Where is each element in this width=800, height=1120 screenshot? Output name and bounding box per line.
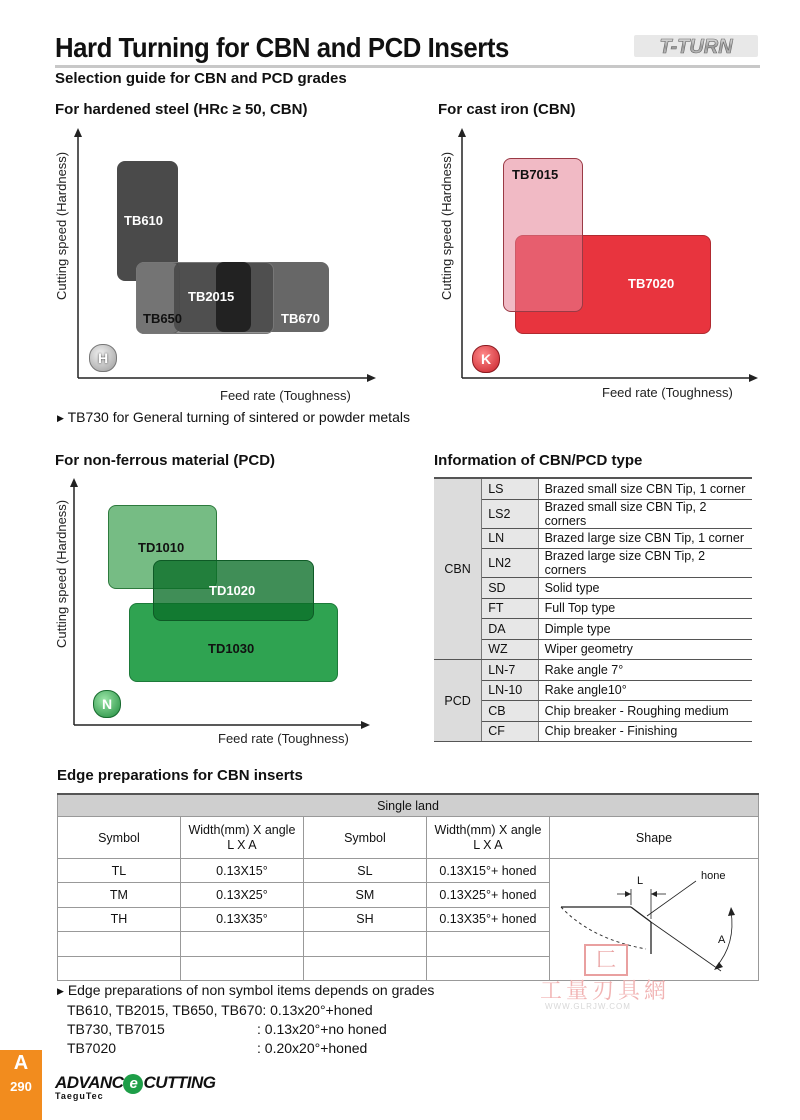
info-table [434,477,752,742]
svg-text:A: A [718,934,726,946]
edge-note-line [57,1001,434,1020]
non-ferrous-y-axis-label: Cutting speed (Hardness) [54,499,69,648]
type-desc: Wiper geometry [538,639,752,660]
edge-notes [57,981,434,1058]
table-row [434,479,752,499]
type-desc: Solid type [538,578,752,599]
symbol-cell [58,932,181,956]
hardened-x-axis-label: Feed rate (Toughness) [220,388,351,403]
tb7020-label: TB7020 [628,276,675,291]
symbol-cell [304,932,427,956]
width-cell: 0.13X15°+ honed [426,859,549,883]
width-cell: 0.13X25°+ honed [426,883,549,907]
symbol-cell: TM [58,883,181,907]
symbol-cell: SH [304,907,427,931]
edge-note-line [57,1020,434,1039]
edge-note-line [57,1039,434,1058]
type-code: LS2 [482,499,538,528]
k-material-badge-icon: K [472,345,500,373]
table-row [434,528,752,549]
symbol-cell: SM [304,883,427,907]
table-row [434,639,752,660]
shape-diagram-cell [550,859,759,981]
cast-iron-x-axis-label: Feed rate (Toughness) [602,385,733,400]
width-cell [180,956,303,980]
table-row [434,619,752,640]
watermark-cjk: 工量刃具網 [540,979,671,1004]
type-desc: Brazed large size CBN Tip, 2 corners [538,549,752,578]
type-desc: Full Top type [538,598,752,619]
width-cell [426,932,549,956]
note-value: : 0.20x20°+honed [257,1040,368,1056]
type-desc: Dimple type [538,619,752,640]
note-grades: TB7020 [67,1040,117,1056]
title-divider [55,65,760,68]
td1030-label: TD1030 [208,641,255,656]
type-code: CB [482,701,538,722]
tb7015-label: TB7015 [512,167,559,182]
svg-text:L: L [637,875,644,887]
advance-cutting-logo [55,1073,216,1101]
info-table-heading: Information of CBN/PCD type [434,452,643,469]
svg-text:hone: hone [701,870,726,882]
type-code: FT [482,598,538,619]
symbol-cell: TL [58,859,181,883]
page-subtitle: Selection guide for CBN and PCD grades [55,70,347,87]
table-row [434,721,752,742]
type-desc: Chip breaker - Roughing medium [538,701,752,722]
page-title: Hard Turning for CBN and PCD Inserts [55,32,509,63]
width-header-line1: Width(mm) X angle [434,822,542,837]
svg-text:T-TURN: T-TURN [659,36,733,58]
tb730-note-text: TB730 for General turning of sintered or powder metals [67,409,410,425]
table-row [434,680,752,701]
tb2015-label: TB2015 [188,289,235,304]
width-header-line2: L X A [227,837,257,852]
type-desc: Brazed small size CBN Tip, 2 corners [538,499,752,528]
hardened-steel-heading: For hardened steel (HRc ≥ 50, CBN) [55,101,308,118]
n-material-badge-icon: N [93,690,121,718]
type-code: CF [482,721,538,742]
width-cell: 0.13X35°+ honed [426,907,549,931]
symbol-cell: SL [304,859,427,883]
group-cbn: CBN [434,479,482,660]
symbol-col-header: Symbol [58,817,181,859]
type-desc: Brazed large size CBN Tip, 1 corner [538,528,752,549]
watermark-logo-icon: 匚 [584,944,628,976]
width-cell: 0.13X25° [180,883,303,907]
edge-notes-intro-text: Edge preparations of non symbol items depends on grades [67,982,435,998]
type-code: DA [482,619,538,640]
type-code: LN-10 [482,680,538,701]
group-pcd: PCD [434,660,482,742]
symbol-cell [58,956,181,980]
td1010-label: TD1010 [138,540,185,555]
width-header-line1: Width(mm) X angle [188,822,296,837]
section-letter: A [13,1052,29,1074]
table-row [434,549,752,578]
edge-notes-intro [57,981,434,1001]
e-swirl-icon: e [123,1074,143,1094]
shape-col-header: Shape [550,817,759,859]
type-code: SD [482,578,538,599]
cast-iron-heading: For cast iron (CBN) [438,101,576,118]
note-value: 0.13x20°+honed [270,1002,373,1018]
edge-prep-table [57,793,759,981]
t-turn-logo [632,32,760,60]
width-cell: 0.13X35° [180,907,303,931]
table-row [434,660,752,681]
symbol-col-header: Symbol [304,817,427,859]
tb730-note [57,409,410,425]
type-code: LN-7 [482,660,538,681]
width-cell [180,932,303,956]
brand-text-tail: CUTTING [143,1073,216,1092]
table-header-row [58,817,759,859]
table-row [434,499,752,528]
width-cell: 0.13X15° [180,859,303,883]
width-col-header [426,817,549,859]
bullet-arrow-icon: ▶ [57,413,64,423]
non-ferrous-heading: For non-ferrous material (PCD) [55,452,276,469]
edge-prep-heading: Edge preparations for CBN inserts [57,767,303,784]
td1020-label: TD1020 [209,583,256,598]
table-row [434,578,752,599]
brand-sub: TaeguTec [55,1091,104,1101]
non-ferrous-x-axis-label: Feed rate (Toughness) [218,731,349,746]
type-code: WZ [482,639,538,660]
tb610-label: TB610 [124,213,164,228]
table-row [434,701,752,722]
type-code: LS [482,479,538,499]
bullet-arrow-icon: ▶ [57,986,64,996]
single-land-band: Single land [58,794,759,817]
type-desc: Brazed small size CBN Tip, 1 corner [538,479,752,499]
type-desc: Rake angle 7° [538,660,752,681]
note-value: : 0.13x20°+no honed [257,1021,387,1037]
width-col-header [180,817,303,859]
type-desc: Chip breaker - Finishing [538,721,752,742]
symbol-cell: TH [58,907,181,931]
brand-text: ADVANC [55,1073,124,1092]
table-row [58,859,759,883]
tb670-label: TB670 [281,311,321,326]
tb650-label: TB650 [143,311,183,326]
table-row [434,598,752,619]
section-tab [0,1050,42,1120]
cast-iron-y-axis-label: Cutting speed (Hardness) [439,151,454,300]
page-number: 290 [10,1079,32,1094]
type-code: LN2 [482,549,538,578]
note-grades: TB730, TB7015 [67,1021,165,1037]
watermark-url: WWW.GLRJW.COM [545,1002,631,1011]
hardened-y-axis-label: Cutting speed (Hardness) [54,151,69,300]
type-desc: Rake angle10° [538,680,752,701]
table-row [58,794,759,817]
h-material-badge-icon: H [89,344,117,372]
width-cell [426,956,549,980]
edge-shape-diagram [551,859,757,977]
symbol-cell [304,956,427,980]
width-header-line2: L X A [473,837,503,852]
note-grades: TB610, TB2015, TB650, TB670: [67,1002,267,1018]
type-code: LN [482,528,538,549]
